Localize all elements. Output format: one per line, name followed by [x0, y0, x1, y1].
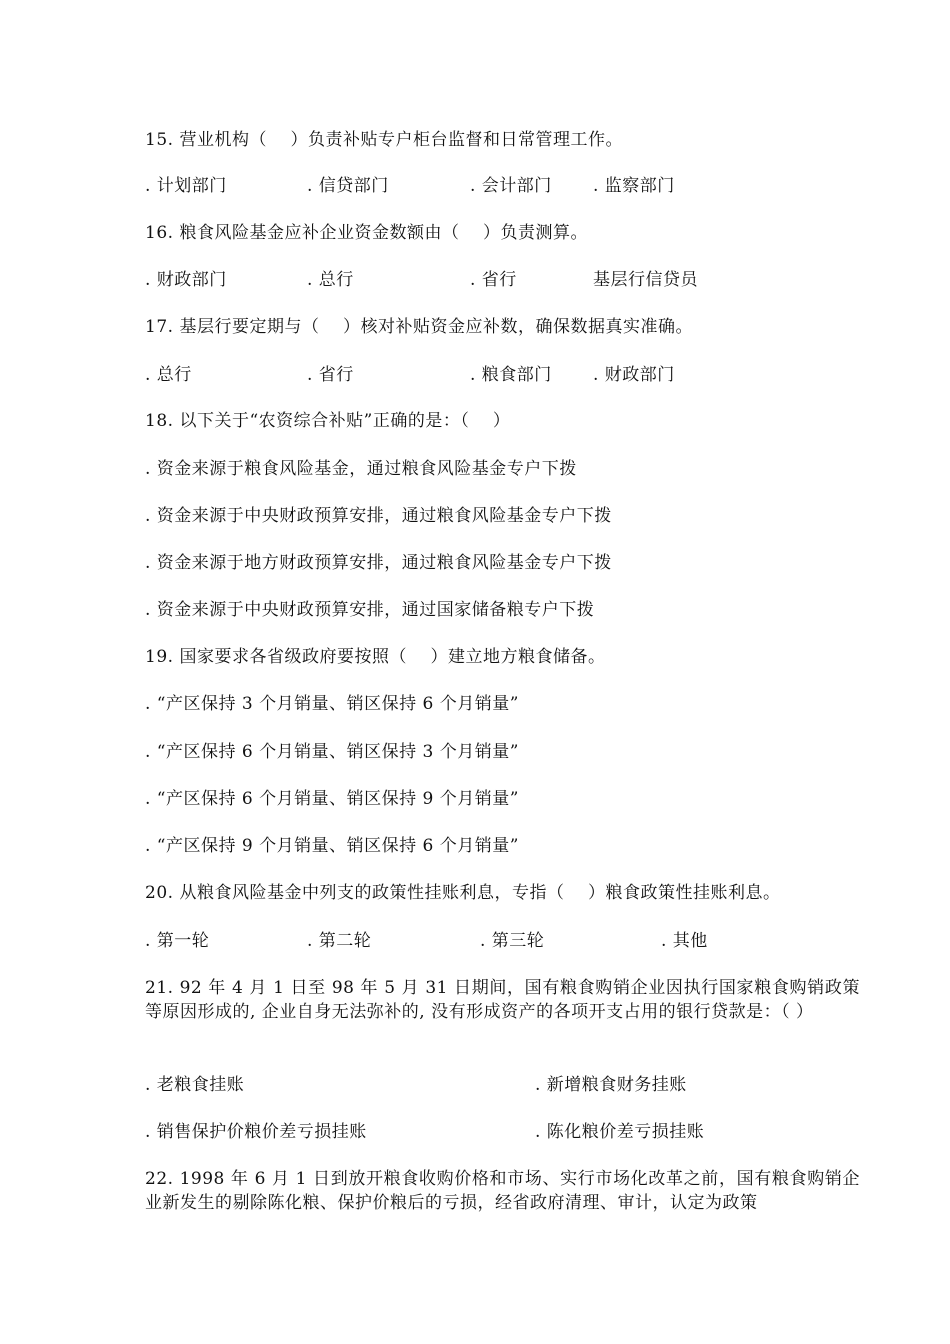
question-19-stem: 19. 国家要求各省级政府要按照（ ）建立地方粮食储备。 [145, 647, 606, 667]
question-17-stem: 17. 基层行要定期与（ ）核对补贴资金应补数，确保数据真实准确。 [145, 317, 694, 337]
question-21-option-b: . 新增粮食财务挂账 [535, 1075, 687, 1095]
question-18-stem: 18. 以下关于“农资综合补贴”正确的是：（ ） [145, 411, 511, 431]
question-20-option-b: . 第二轮 [307, 931, 372, 951]
question-19-option-d: . “产区保持 9 个月销量、销区保持 6 个月销量” [145, 836, 519, 856]
question-15-stem: 15. 营业机构（ ）负责补贴专户柜台监督和日常管理工作。 [145, 130, 624, 150]
question-20-option-a: . 第一轮 [145, 931, 210, 951]
question-17-option-c: . 粮食部门 [470, 365, 552, 385]
question-15-option-b: . 信贷部门 [307, 176, 389, 196]
question-21-option-c: . 销售保护价粮价差亏损挂账 [145, 1122, 367, 1142]
question-18-option-c: . 资金来源于地方财政预算安排，通过粮食风险基金专户下拨 [145, 553, 612, 573]
question-19-option-b: . “产区保持 6 个月销量、销区保持 3 个月销量” [145, 742, 519, 762]
question-15-option-c: . 会计部门 [470, 176, 552, 196]
question-19-option-a: . “产区保持 3 个月销量、销区保持 6 个月销量” [145, 694, 519, 714]
question-15-option-d: . 监察部门 [593, 176, 675, 196]
question-20-option-c: . 第三轮 [480, 931, 545, 951]
question-16-option-b: . 总行 [307, 270, 354, 290]
question-17-option-d: . 财政部门 [593, 365, 675, 385]
question-20-option-d: . 其他 [661, 931, 708, 951]
question-17-option-b: . 省行 [307, 365, 354, 385]
question-16-option-d: 基层行信贷员 [593, 270, 698, 290]
question-21-stem: 21. 92 年 4 月 1 日至 98 年 5 月 31 日期间，国有粮食购销企业因执行国家粮食购销政策等原因形成的, 企业自身无法弥补的, 没有形成资产的各项开支占用的银行贷款是：（ ） [145, 978, 860, 1022]
question-21-option-a: . 老粮食挂账 [145, 1075, 245, 1095]
question-16-option-c: . 省行 [470, 270, 517, 290]
question-21-option-d: . 陈化粮价差亏损挂账 [535, 1122, 705, 1142]
question-22-stem: 22. 1998 年 6 月 1 日到放开粮食收购价格和市场、实行市场化改革之前，国有粮食购销企业新发生的剔除陈化粮、保护价粮后的亏损，经省政府清理、审计，认定为政策 [145, 1169, 860, 1213]
question-15-option-a: . 计划部门 [145, 176, 227, 196]
question-18-option-a: . 资金来源于粮食风险基金，通过粮食风险基金专户下拨 [145, 459, 577, 479]
question-18-option-d: . 资金来源于中央财政预算安排，通过国家储备粮专户下拨 [145, 600, 595, 620]
question-17-option-a: . 总行 [145, 365, 192, 385]
question-16-stem: 16. 粮食风险基金应补企业资金数额由（ ）负责测算。 [145, 223, 589, 243]
question-20-stem: 20. 从粮食风险基金中列支的政策性挂账利息，专指（ ）粮食政策性挂账利息。 [145, 883, 781, 903]
question-16-option-a: . 财政部门 [145, 270, 227, 290]
question-18-option-b: . 资金来源于中央财政预算安排，通过粮食风险基金专户下拨 [145, 506, 612, 526]
question-19-option-c: . “产区保持 6 个月销量、销区保持 9 个月销量” [145, 789, 519, 809]
